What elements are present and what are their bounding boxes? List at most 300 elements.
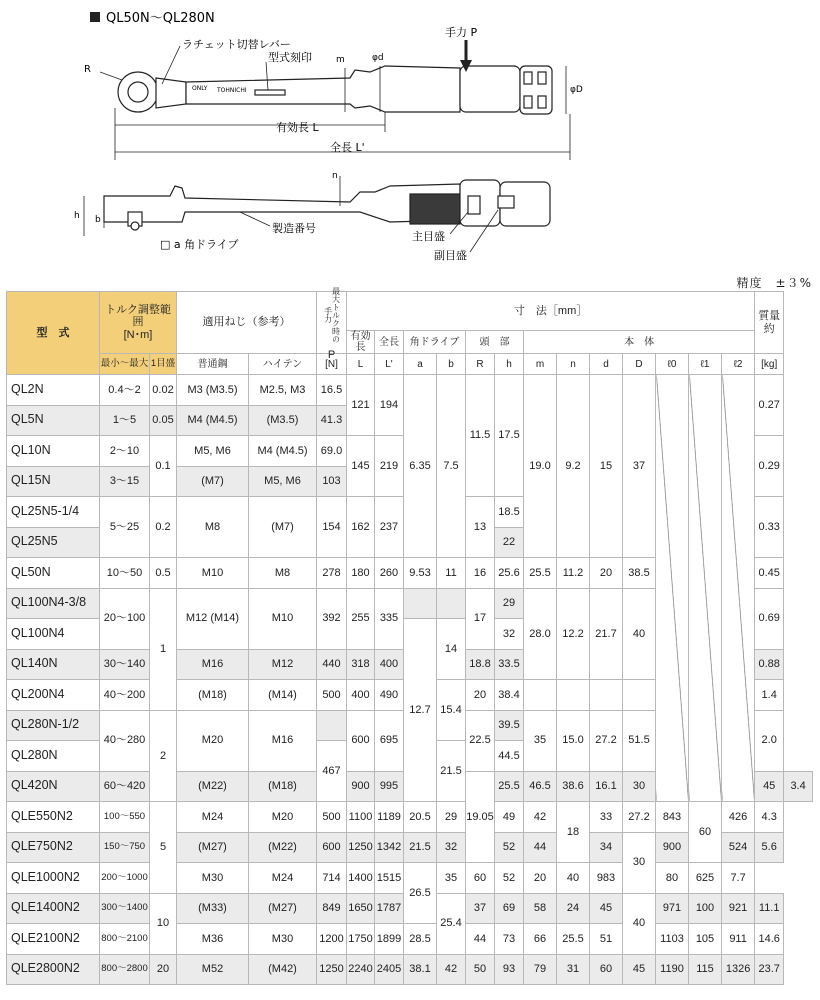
h-cell: 25.6 — [495, 558, 524, 589]
only-mark: ONLY — [192, 85, 208, 92]
l1-cell: 105 — [689, 924, 722, 955]
R-cell: 44 — [466, 924, 495, 955]
R-cell: 35 — [437, 863, 466, 894]
m-header: m — [524, 354, 557, 375]
wrench-side-view — [104, 180, 550, 230]
R-cell: 29 — [437, 802, 466, 833]
R-cell: 11.5 — [466, 375, 495, 497]
normal-cell: M5, M6 — [177, 436, 249, 467]
D-cell: 45 — [755, 771, 784, 802]
a-cell: 38.1 — [404, 954, 437, 985]
p-cell: 392 — [317, 588, 347, 649]
l0-diagonal — [656, 375, 689, 802]
l1-cell: 100 — [689, 893, 722, 924]
b-cell — [437, 588, 466, 619]
n-cell: 18 — [557, 802, 590, 863]
torque-range-label: トルク調整範囲 — [105, 304, 171, 329]
R-cell: 18.8 — [466, 649, 495, 680]
title-square-icon — [90, 12, 100, 22]
D-cell: 40 — [623, 588, 656, 680]
L2-cell: 1899 — [375, 924, 404, 955]
R-cell: 17 — [466, 588, 495, 649]
model-cell: QL200N4 — [7, 680, 100, 711]
D-cell: 40 — [623, 893, 656, 954]
l0-cell: 971 — [656, 893, 689, 924]
L2-cell: 335 — [375, 588, 404, 649]
mass-cell: 0.88 — [755, 649, 784, 680]
head-header: 頭 部 — [466, 331, 524, 354]
b-header: b — [437, 354, 466, 375]
n-cell: 9.2 — [557, 375, 590, 558]
n-header: n — [557, 354, 590, 375]
model-cell: QL420N — [7, 771, 100, 802]
n-cell: 31 — [557, 954, 590, 985]
model-cell: QL100N4 — [7, 619, 100, 650]
normal-cell: M10 — [177, 558, 249, 589]
model-cell: QL280N — [7, 741, 100, 772]
R-cell: 16 — [466, 558, 495, 589]
mass-cell: 0.69 — [755, 588, 784, 649]
l2-cell: 426 — [722, 802, 755, 833]
m-cell: 19.0 — [524, 375, 557, 558]
L-cell: 162 — [347, 497, 375, 558]
wrench-top-view — [118, 66, 552, 114]
d-cell: 45 — [590, 893, 623, 924]
eff-len-header: 有効長 — [347, 331, 375, 354]
m-cell: 35 — [524, 710, 557, 771]
p-cell: 849 — [317, 893, 347, 924]
n-cell: 16.1 — [590, 771, 623, 802]
p-cell: 467 — [317, 741, 347, 802]
L2-cell: 1189 — [375, 802, 404, 833]
D-header: D — [623, 354, 656, 375]
grad-cell: 0.05 — [150, 405, 177, 436]
L-cell: 400 — [347, 680, 375, 711]
l0-cell: 843 — [656, 802, 689, 833]
m-cell: 38.6 — [557, 771, 590, 802]
h-cell: 46.5 — [524, 771, 557, 802]
p-cell: 1250 — [317, 954, 347, 985]
range-cell: 5～25 — [100, 497, 150, 558]
mass-unit-header: [kg] — [755, 354, 784, 375]
mass-cell: 11.1 — [755, 893, 784, 924]
l2-diagonal — [722, 375, 755, 802]
grad-cell: 1 — [150, 588, 177, 710]
normal-cell: M24 — [177, 802, 249, 833]
model-cell: QLE2800N2 — [7, 954, 100, 985]
D-cell: 30 — [623, 832, 656, 893]
l2-cell: 921 — [722, 893, 755, 924]
n-cell: 20 — [524, 863, 557, 894]
wrench-drawing — [0, 0, 820, 272]
mass-cell: 0.27 — [755, 375, 784, 436]
D-cell: 38.5 — [623, 558, 656, 589]
D-cell: 45 — [623, 954, 656, 985]
R-cell: 25.5 — [495, 771, 524, 802]
range-cell: 0.4～2 — [100, 375, 150, 406]
n-cell: 24 — [557, 893, 590, 924]
p-cell: 500 — [317, 680, 347, 711]
h-cell: 39.5 — [495, 710, 524, 741]
b-cell: 14 — [437, 619, 466, 680]
r-label: R — [84, 64, 91, 75]
high-tension-header: ハイテン — [249, 354, 317, 375]
mass-cell: 14.6 — [755, 924, 784, 955]
m-cell: 58 — [524, 893, 557, 924]
grad-cell: 5 — [150, 802, 177, 894]
L2-cell: 490 — [375, 680, 404, 711]
L2-cell: 219 — [375, 436, 404, 497]
D-cell: 51.5 — [623, 710, 656, 771]
high-cell: (M27) — [249, 893, 317, 924]
h-cell: 18.5 — [495, 497, 524, 528]
model-cell: QL2N — [7, 375, 100, 406]
range-cell: 30～140 — [100, 649, 150, 680]
a-header: a — [404, 354, 437, 375]
normal-cell: M12 (M14) — [177, 588, 249, 649]
normal-cell: M3 (M3.5) — [177, 375, 249, 406]
p-cell: 278 — [317, 558, 347, 589]
high-cell: M30 — [249, 924, 317, 955]
m-cell: 52 — [495, 863, 524, 894]
p-cell: 500 — [317, 802, 347, 833]
l0-cell: 900 — [656, 832, 689, 863]
h-cell: 22 — [495, 527, 524, 558]
effective-length-label: 有効長 L — [276, 121, 319, 134]
high-cell: M8 — [249, 558, 317, 589]
col-thread-header: 適用ねじ（参考） — [177, 292, 317, 354]
range-cell: 1～5 — [100, 405, 150, 436]
h-cell: 73 — [495, 924, 524, 955]
d-cell: 60 — [590, 954, 623, 985]
l0-cell: 983 — [590, 863, 623, 894]
d-cell: 51 — [590, 924, 623, 955]
b-cell: 7.5 — [437, 375, 466, 558]
m-cell: 25.5 — [524, 558, 557, 589]
high-cell: M20 — [249, 802, 317, 833]
wrench-figure — [0, 0, 820, 272]
h-cell: 49 — [495, 802, 524, 833]
col-torque-header — [100, 292, 177, 354]
m-cell: 44 — [524, 832, 557, 863]
D-cell: 37 — [623, 375, 656, 558]
mass-cell: 1.4 — [755, 680, 784, 711]
range-cell: 800～2100 — [100, 924, 150, 955]
R-cell: 50 — [466, 954, 495, 985]
d-header: d — [590, 354, 623, 375]
grad-cell: 0.2 — [150, 497, 177, 558]
range-cell: 100～550 — [100, 802, 150, 833]
L2-cell: 695 — [375, 710, 404, 771]
sub-scale-label: 副目盛 — [434, 249, 467, 262]
a-cell: 6.35 — [404, 375, 437, 558]
n-cell: 25.5 — [557, 924, 590, 955]
n-cell: 15.0 — [557, 710, 590, 771]
high-cell: (M22) — [249, 832, 317, 863]
normal-cell: (M22) — [177, 771, 249, 802]
b-label: b — [95, 215, 101, 225]
a-cell: 12.7 — [404, 619, 437, 802]
R-header: R — [466, 354, 495, 375]
h-cell: 29 — [495, 588, 524, 619]
d-cell: 15 — [590, 375, 623, 558]
n-cell — [557, 680, 590, 711]
a-cell — [404, 588, 437, 619]
mass-cell: 2.0 — [755, 710, 784, 771]
m-cell: 42 — [524, 802, 557, 833]
m-cell: 66 — [524, 924, 557, 955]
range-cell: 60～420 — [100, 771, 150, 802]
R-cell: 13 — [466, 497, 495, 558]
l0-cell: 1190 — [656, 954, 689, 985]
b-cell: 26.5 — [404, 863, 437, 924]
L-cell: 255 — [347, 588, 375, 649]
L-cell: 1750 — [347, 924, 375, 955]
model-stamp-label: 型式刻印 — [268, 51, 312, 64]
p-cell: 1200 — [317, 924, 347, 955]
model-cell: QL140N — [7, 649, 100, 680]
R-cell: 20 — [466, 680, 495, 711]
high-cell: (M3.5) — [249, 405, 317, 436]
L2-cell: 194 — [375, 375, 404, 436]
col-model-header: 型 式 — [7, 292, 100, 375]
L2-header: L' — [375, 354, 404, 375]
L-cell: 1400 — [347, 863, 375, 894]
l2-header: ℓ2 — [722, 354, 755, 375]
h-cell: 52 — [495, 832, 524, 863]
h-cell: 44.5 — [495, 741, 524, 772]
L2-cell: 237 — [375, 497, 404, 558]
b-cell: 42 — [437, 954, 466, 985]
h-cell: 17.5 — [495, 375, 524, 497]
model-cell: QLE1400N2 — [7, 893, 100, 924]
p-cell: 154 — [317, 497, 347, 558]
range-cell: 40～280 — [100, 710, 150, 771]
L-cell: 1650 — [347, 893, 375, 924]
b-cell: 21.5 — [437, 741, 466, 802]
mass-cell: 4.3 — [755, 802, 784, 833]
model-cell: QL50N — [7, 558, 100, 589]
a-cell: 25.4 — [437, 893, 466, 954]
brand-mark: TOHNICHI — [217, 87, 247, 94]
normal-steel-header: 普通鋼 — [177, 354, 249, 375]
p-cell: 103 — [317, 466, 347, 497]
h-header: h — [495, 354, 524, 375]
phi-D-label: φD — [570, 85, 583, 95]
L2-cell: 1515 — [375, 863, 404, 894]
phi-d-label: φd — [372, 53, 384, 63]
L-cell: 2240 — [347, 954, 375, 985]
a-cell: 9.53 — [404, 558, 437, 589]
model-cell: QLE1000N2 — [7, 863, 100, 894]
model-cell: QL280N-1/2 — [7, 710, 100, 741]
p-cell: 714 — [317, 863, 347, 894]
b-cell: 20.5 — [404, 802, 437, 833]
model-cell: QL100N4-3/8 — [7, 588, 100, 619]
l1-header: ℓ1 — [689, 354, 722, 375]
high-cell: (M42) — [249, 954, 317, 985]
normal-cell: M8 — [177, 497, 249, 558]
model-cell: QL25N5 — [7, 527, 100, 558]
L2-cell: 400 — [375, 649, 404, 680]
overall-header: 全長 — [375, 331, 404, 354]
model-cell: QL25N5-1/4 — [7, 497, 100, 528]
d-cell: 21.7 — [590, 588, 623, 680]
range-cell: 200～1000 — [100, 863, 150, 894]
d-cell: 30 — [623, 771, 656, 802]
l1-diagonal — [689, 375, 722, 802]
normal-cell: M30 — [177, 863, 249, 894]
R-cell: 32 — [437, 832, 466, 863]
grad-cell: 2 — [150, 710, 177, 802]
normal-cell: M4 (M4.5) — [177, 405, 249, 436]
L-cell: 145 — [347, 436, 375, 497]
min-max-header: 最小～最大 — [100, 354, 150, 375]
model-cell: QLE750N2 — [7, 832, 100, 863]
col-dimensions-header: 寸 法［mm］ — [347, 292, 755, 331]
mass-cell: 3.4 — [784, 771, 813, 802]
range-cell: 20～100 — [100, 588, 150, 649]
p-cell: 16.5 — [317, 375, 347, 406]
h-cell: 33.5 — [495, 649, 524, 680]
spec-table — [6, 286, 813, 985]
range-cell: 10～50 — [100, 558, 150, 589]
high-cell: M2.5, M3 — [249, 375, 317, 406]
mass-cell: 7.7 — [722, 863, 755, 894]
m-cell: 79 — [524, 954, 557, 985]
range-cell: 40～200 — [100, 680, 150, 711]
D-cell — [623, 680, 656, 711]
d-cell: 34 — [590, 832, 623, 863]
range-cell: 2～10 — [100, 436, 150, 467]
normal-cell: (M7) — [177, 466, 249, 497]
col-hand-force-header — [317, 286, 347, 361]
torque-unit: [N･m] — [123, 328, 153, 341]
p-cell: 41.3 — [317, 405, 347, 436]
L2-cell: 2405 — [375, 954, 404, 985]
p-unit-header: [N] — [317, 354, 347, 375]
hand-force-label: 手力 P — [445, 26, 478, 39]
h-cell: 93 — [495, 954, 524, 985]
h-cell: 38.4 — [495, 680, 524, 711]
main-scale-label: 主目盛 — [412, 230, 445, 243]
h-cell: 32 — [495, 619, 524, 650]
square-drive-header: 角ドライブ — [404, 331, 466, 354]
a-cell: 19.05 — [466, 771, 495, 863]
grad-cell: 0.5 — [150, 558, 177, 589]
d-cell: 40 — [557, 863, 590, 894]
l1-cell: 60 — [689, 802, 722, 863]
high-cell: M10 — [249, 588, 317, 649]
p-label: P — [327, 348, 336, 361]
d-cell: 20 — [590, 558, 623, 589]
h-cell: 60 — [466, 863, 495, 894]
mass-cell: 0.45 — [755, 558, 784, 589]
grad-cell: 10 — [150, 893, 177, 954]
mass-cell: 0.33 — [755, 497, 784, 558]
L-cell: 121 — [347, 375, 375, 436]
normal-cell: M16 — [177, 649, 249, 680]
d-cell: 27.2 — [590, 710, 623, 771]
L-header: L — [347, 354, 375, 375]
normal-cell: M52 — [177, 954, 249, 985]
model-cell: QL5N — [7, 405, 100, 436]
L-cell: 180 — [347, 558, 375, 589]
grad-cell: 0.1 — [150, 436, 177, 497]
high-cell: M24 — [249, 863, 317, 894]
D-cell: 27.2 — [623, 802, 656, 833]
mass-cell: 0.29 — [755, 436, 784, 497]
m-cell — [524, 680, 557, 711]
accuracy-note: 精度 ±３% — [736, 276, 812, 290]
L-cell: 318 — [347, 649, 375, 680]
n-cell: 12.2 — [557, 588, 590, 680]
high-cell: M5, M6 — [249, 466, 317, 497]
p-cell: 440 — [317, 649, 347, 680]
p-cell: 69.0 — [317, 436, 347, 467]
m-label: m — [336, 55, 345, 65]
b-cell: 28.5 — [404, 924, 437, 955]
l2-cell: 911 — [722, 924, 755, 955]
col-mass-header: 質量約 — [755, 292, 784, 354]
high-cell: (M18) — [249, 771, 317, 802]
high-cell: M12 — [249, 649, 317, 680]
L-cell: 1250 — [347, 832, 375, 863]
model-cell: QLE2100N2 — [7, 924, 100, 955]
grad-cell: 0.02 — [150, 375, 177, 406]
grad-header: 1目盛 — [150, 354, 177, 375]
normal-cell: (M27) — [177, 832, 249, 863]
normal-cell: (M33) — [177, 893, 249, 924]
b-cell: 15.4 — [437, 680, 466, 741]
hand-force-vertical: 最大トルク時の手力 — [323, 286, 341, 343]
mass-cell: 5.6 — [755, 832, 784, 863]
model-cell: QL10N — [7, 436, 100, 467]
d-cell: 33 — [590, 802, 623, 833]
normal-cell: M36 — [177, 924, 249, 955]
d-cell — [590, 680, 623, 711]
square-drive-label: □ a 角ドライブ — [160, 238, 239, 251]
l2-cell: 1326 — [722, 954, 755, 985]
l1-cell: 115 — [689, 954, 722, 985]
L2-cell: 260 — [375, 558, 404, 589]
m-cell: 28.0 — [524, 588, 557, 680]
mass-cell: 23.7 — [755, 954, 784, 985]
h-label: h — [74, 211, 80, 221]
high-cell: M16 — [249, 710, 317, 771]
L2-cell: 1342 — [375, 832, 404, 863]
n-cell: 11.2 — [557, 558, 590, 589]
normal-cell: (M18) — [177, 680, 249, 711]
R-cell: 22.5 — [466, 710, 495, 771]
body-header: 本 体 — [524, 331, 755, 354]
L-cell: 600 — [347, 710, 375, 771]
h-cell: 69 — [495, 893, 524, 924]
l2-cell: 625 — [689, 863, 722, 894]
l2-cell: 524 — [722, 832, 755, 863]
p-cell — [317, 710, 347, 741]
range-cell: 150～750 — [100, 832, 150, 863]
serial-label: 製造番号 — [272, 222, 316, 235]
L2-cell: 995 — [375, 771, 404, 802]
l0-header: ℓ0 — [656, 354, 689, 375]
ratchet-lever-label: ラチェット切替レバー — [182, 38, 291, 51]
n-label: n — [332, 171, 338, 181]
range-cell: 300～1400 — [100, 893, 150, 924]
overall-length-label: 全長 L' — [330, 141, 365, 154]
range-cell: 3～15 — [100, 466, 150, 497]
L-cell: 1100 — [347, 802, 375, 833]
